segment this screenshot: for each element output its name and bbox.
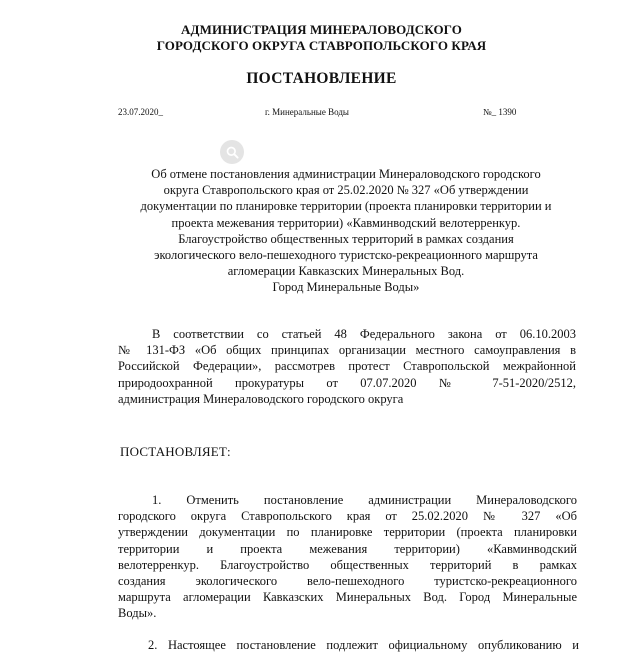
subject-line: проекта межевания территории) «Кавминводский велотерренкур. bbox=[171, 215, 521, 230]
item-1-line: утверждении документации по планировке территории (проекта планировки bbox=[118, 525, 577, 540]
item-1-line: создания экологического вело-пешеходного туристско-рекреационного bbox=[118, 574, 577, 589]
item-1-paragraph bbox=[118, 492, 577, 622]
preamble-line: В соответствии со статьей 48 Федерального закона от 06.10.2003 bbox=[152, 327, 576, 341]
item-1-line: маршрута агломерации Кавказских Минеральных Вод. Город Минеральные bbox=[118, 590, 577, 605]
magnifier-icon bbox=[226, 146, 239, 159]
document-number: №_ 1390 bbox=[483, 107, 517, 117]
subject-line: Об отмене постановления администрации Минераловодского городского bbox=[151, 167, 541, 181]
document-subject bbox=[115, 166, 577, 296]
item-1-line: велотерренкур. Благоустройство общественных территорий в рамках bbox=[118, 557, 577, 572]
org-name-line-1: АДМИНИСТРАЦИЯ МИНЕРАЛОВОДСКОГО bbox=[181, 22, 462, 37]
subject-line: Благоустройство общественных территорий в рамках создания bbox=[178, 231, 514, 246]
item-1-line: городского округа Ставропольского края от 25.02.2020 № 327 «Об bbox=[118, 509, 577, 524]
preamble-line: природоохранной прокуратуры от 07.07.2020 № 7-51-2020/2512, bbox=[118, 375, 576, 390]
item-1-line: территории и проекта межевания территории) «Кавминводский bbox=[118, 541, 577, 556]
preamble-line: Российской Федерации», рассмотрев протест Ставропольской межрайонной bbox=[118, 359, 576, 374]
resolves-heading: ПОСТАНОВЛЯЕТ: bbox=[120, 444, 231, 459]
org-name-line-2: ГОРОДСКОГО ОКРУГА СТАВРОПОЛЬСКОГО КРАЯ bbox=[156, 38, 487, 53]
search-button[interactable] bbox=[220, 140, 244, 164]
preamble-line: № 131-ФЗ «Об общих принципах организации местного самоуправления в bbox=[118, 343, 576, 358]
preamble-line: администрация Минераловодского городского округа bbox=[118, 391, 404, 406]
item-2-paragraph bbox=[118, 637, 579, 653]
subject-line: округа Ставропольского края от 25.02.2020 № 327 «Об утверждении bbox=[163, 183, 529, 198]
document-type-title: ПОСТАНОВЛЕНИЕ bbox=[246, 70, 397, 87]
item-1-line: 1. Отменить постановление администрации Минераловодского bbox=[152, 493, 577, 507]
item-2-line: 2. Настоящее постановление подлежит официальному опубликованию и bbox=[148, 638, 579, 652]
item-1-line: Воды». bbox=[118, 606, 157, 621]
document-date: 23.07.2020_ bbox=[118, 107, 163, 117]
subject-line: агломерации Кавказских Минеральных Вод. bbox=[227, 264, 465, 279]
preamble-paragraph bbox=[118, 326, 576, 407]
subject-line: Город Минеральные Воды» bbox=[272, 280, 420, 295]
subject-line: документации по планировке территории (проекта планировки территории и bbox=[140, 199, 552, 214]
document-city: г. Минеральные Воды bbox=[265, 107, 349, 117]
subject-line: экологического вело-пешеходного туристско-рекреационного маршрута bbox=[154, 248, 538, 263]
